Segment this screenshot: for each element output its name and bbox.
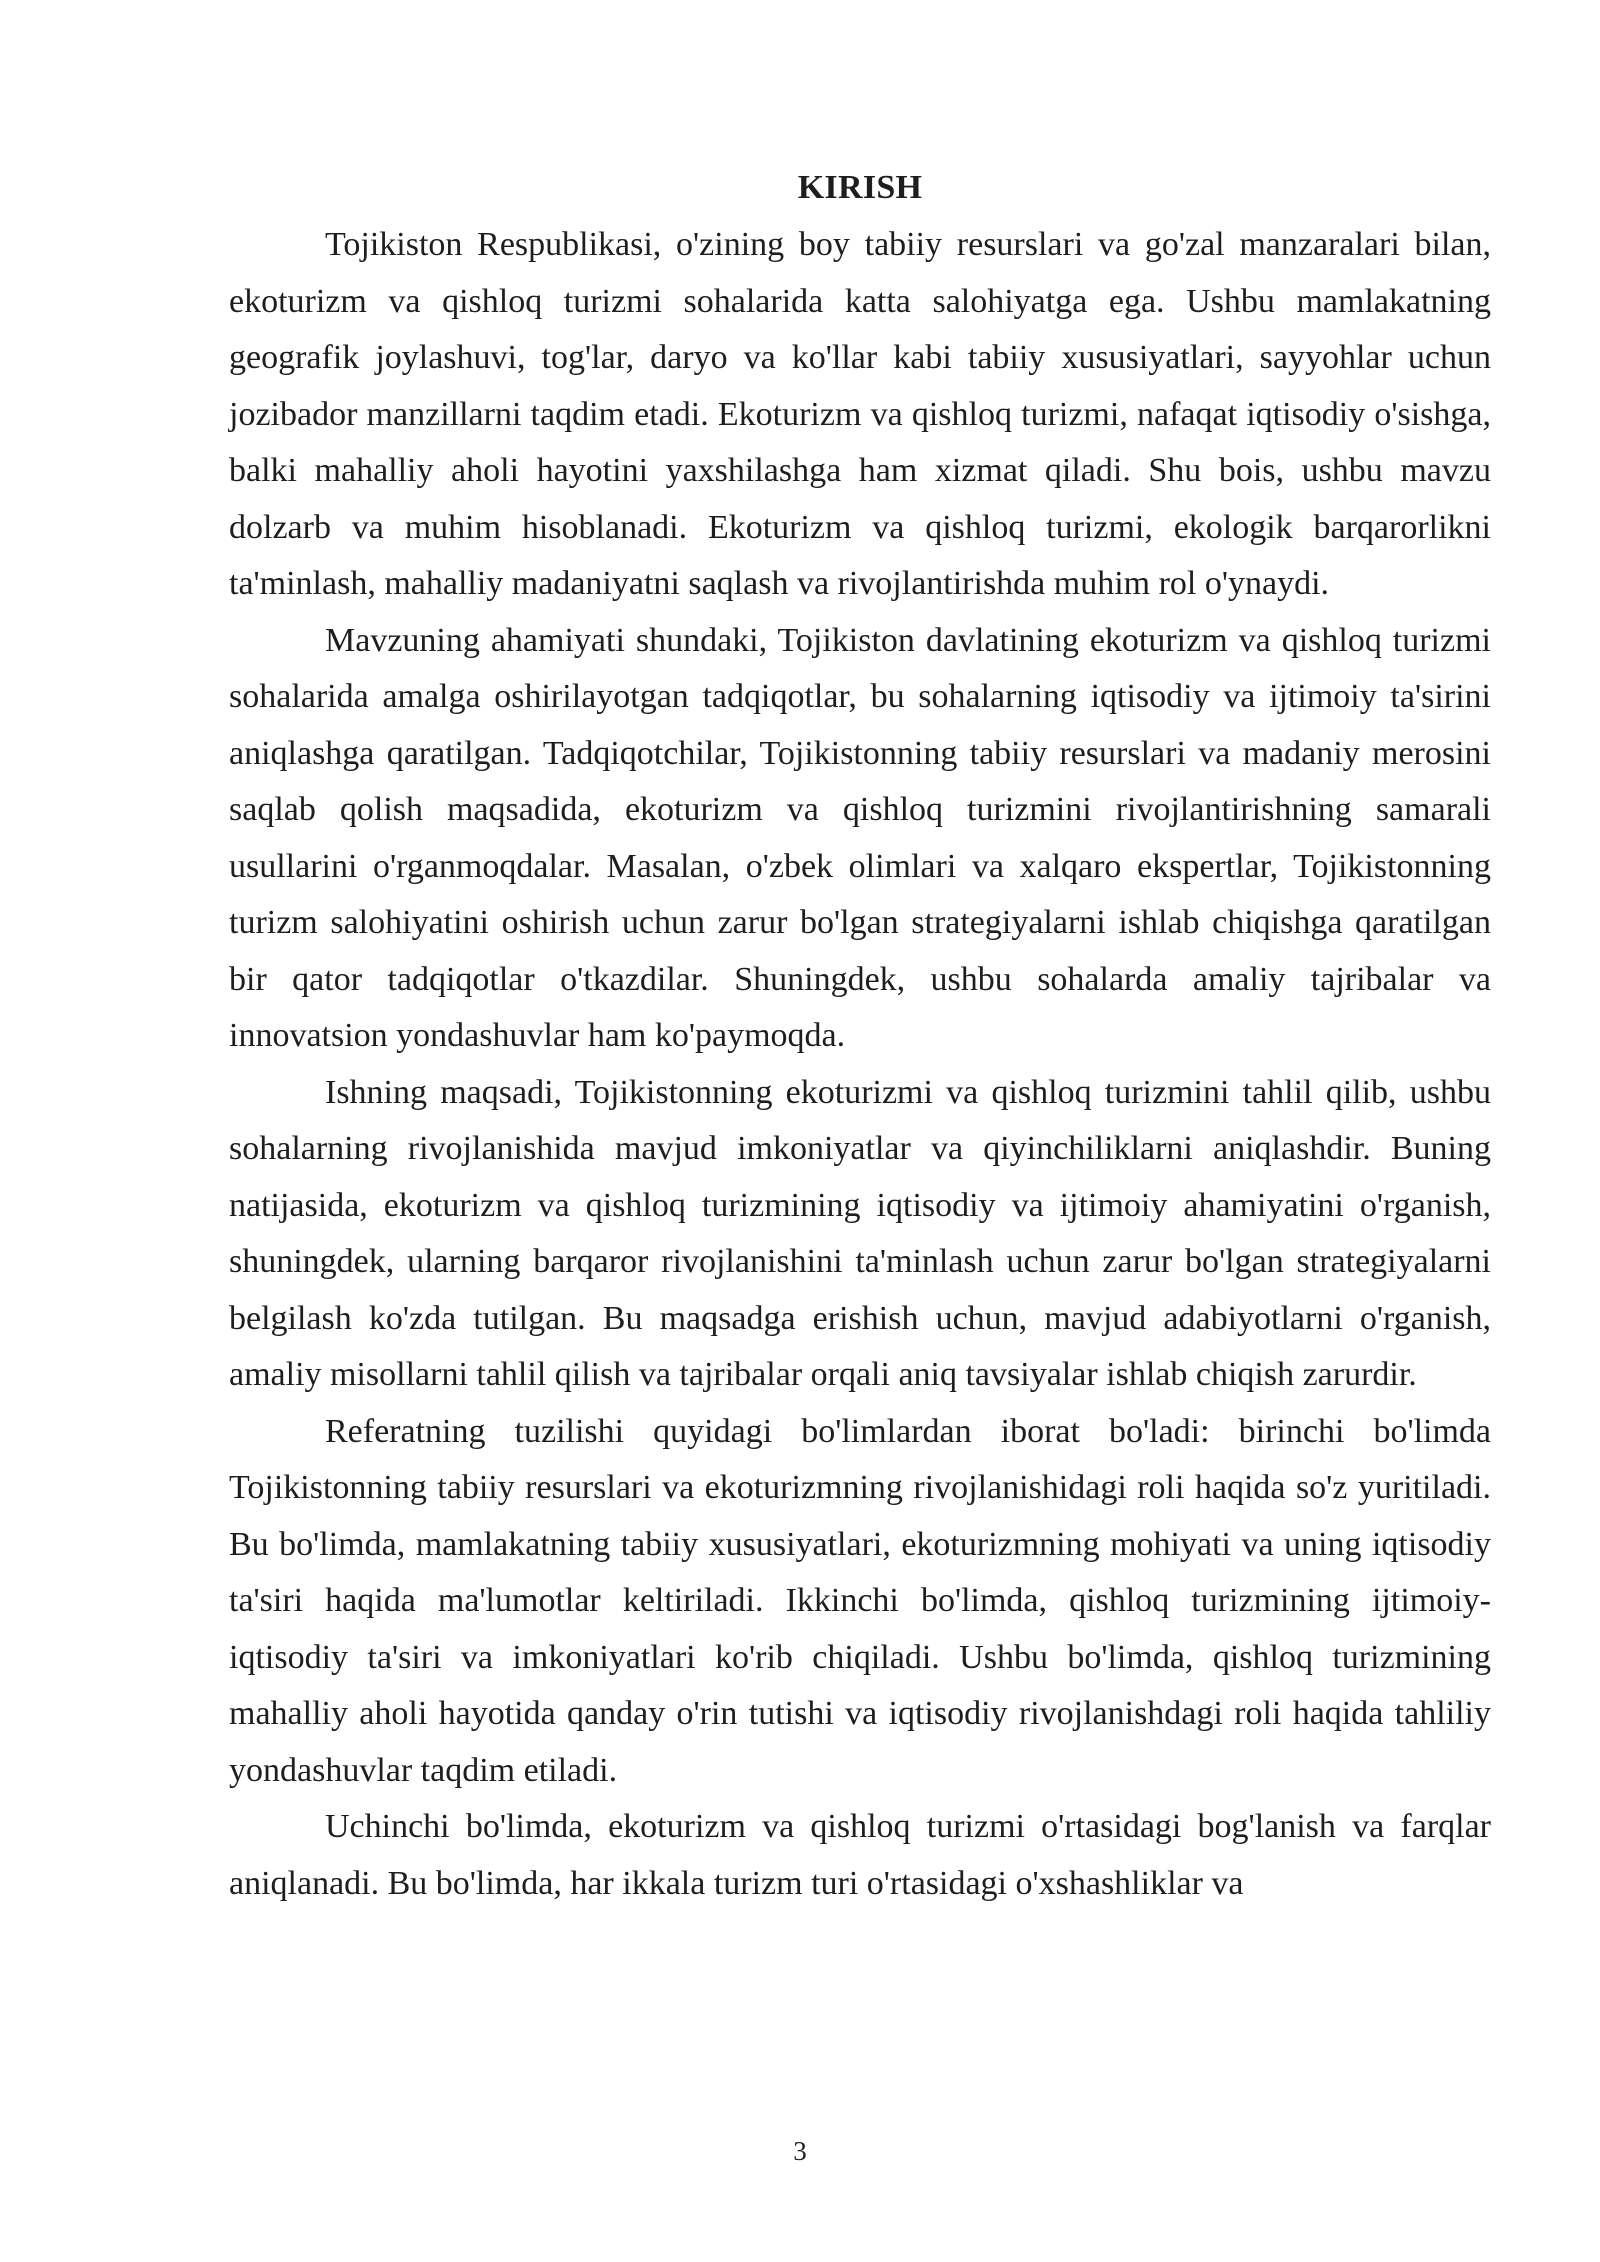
page-title: KIRISH <box>797 169 923 206</box>
page-number: 3 <box>793 2136 807 2166</box>
paragraph-4: Referatning tuzilishi quyidagi bo'limlardan iborat bo'ladi: birinchi bo'limda Tojikistonning tabiiy resurslari va ekoturizmning rivojlanishidagi roli haqida so'z yuritiladi. Bu bo'limda, mamlakatning tabiiy xususiyatlari, ekoturizmning mohiyati va uning iqtisodiy ta'siri haqida ma'lumotlar keltiriladi. Ikkinchi bo'limda, qishloq turizmining ijtimoiy-iqtisodiy ta'siri va imkoniyatlari ko'rib chiqiladi. Ushbu bo'limda, qishloq turizmining mahalliy aholi hayotida qanday o'rin tutishi va iqtisodiy rivojlanishdagi roli haqida tahliliy yondashuvlar taqdim etiladi. <box>229 1412 1491 1789</box>
page-content <box>229 160 1491 1912</box>
paragraph-5: Uchinchi bo'limda, ekoturizm va qishloq turizmi o'rtasidagi bog'lanish va farqlar aniqlanadi. Bu bo'limda, har ikkala turizm turi o'rtasidagi o'xshashliklar va <box>229 1808 1491 1902</box>
paragraph-2: Mavzuning ahamiyati shundaki, Tojikiston davlatining ekoturizm va qishloq turizmi sohalarida amalga oshirilayotgan tadqiqotlar, bu sohalarning iqtisodiy va ijtimoiy ta'sirini aniqlashga qaratilgan. Tadqiqotchilar, Tojikistonning tabiiy resurslari va madaniy merosini saqlab qolish maqsadida, ekoturizm va qishloq turizmini rivojlantirishning samarali usullarini o'rganmoqdalar. Masalan, o'zbek olimlari va xalqaro ekspertlar, Tojikistonning turizm salohiyatini oshirish uchun zarur bo'lgan strategiyalarni ishlab chiqishga qaratilgan bir qator tadqiqotlar o'tkazdilar. Shuningdek, ushbu sohalarda amaliy tajribalar va innovatsion yondashuvlar ham ko'paymoqda. <box>229 621 1491 1054</box>
paragraph-1: Tojikiston Respublikasi, o'zining boy tabiiy resurslari va go'zal manzaralari bilan, ekoturizm va qishloq turizmi sohalarida katta salohiyatga ega. Ushbu mamlakatning geografik joylashuvi, tog'lar, daryo va ko'llar kabi tabiiy xususiyatlari, sayyohlar uchun jozibador manzillarni taqdim etadi. Ekoturizm va qishloq turizmi, nafaqat iqtisodiy o'sishga, balki mahalliy aholi hayotini yaxshilashga ham xizmat qiladi. Shu bois, ushbu mavzu dolzarb va muhim hisoblanadi. Ekoturizm va qishloq turizmi, ekologik barqarorlikni ta'minlash, mahalliy madaniyatni saqlash va rivojlantirishda muhim rol o'ynaydi. <box>229 226 1491 602</box>
paragraph-3: Ishning maqsadi, Tojikistonning ekoturizmi va qishloq turizmini tahlil qilib, ushbu sohalarning rivojlanishida mavjud imkoniyatlar va qiyinchiliklarni aniqlashdir. Buning natijasida, ekoturizm va qishloq turizmining iqtisodiy va ijtimoiy ahamiyatini o'rganish, shuningdek, ularning barqaror rivojlanishini ta'minlash uchun zarur bo'lgan strategiyalarni belgilash ko'zda tutilgan. Bu maqsadga erishish uchun, mavjud adabiyotlarni o'rganish, amaliy misollarni tahlil qilish va tajribalar orqali aniq tavsiyalar ishlab chiqish zarurdir. <box>229 1073 1491 1393</box>
